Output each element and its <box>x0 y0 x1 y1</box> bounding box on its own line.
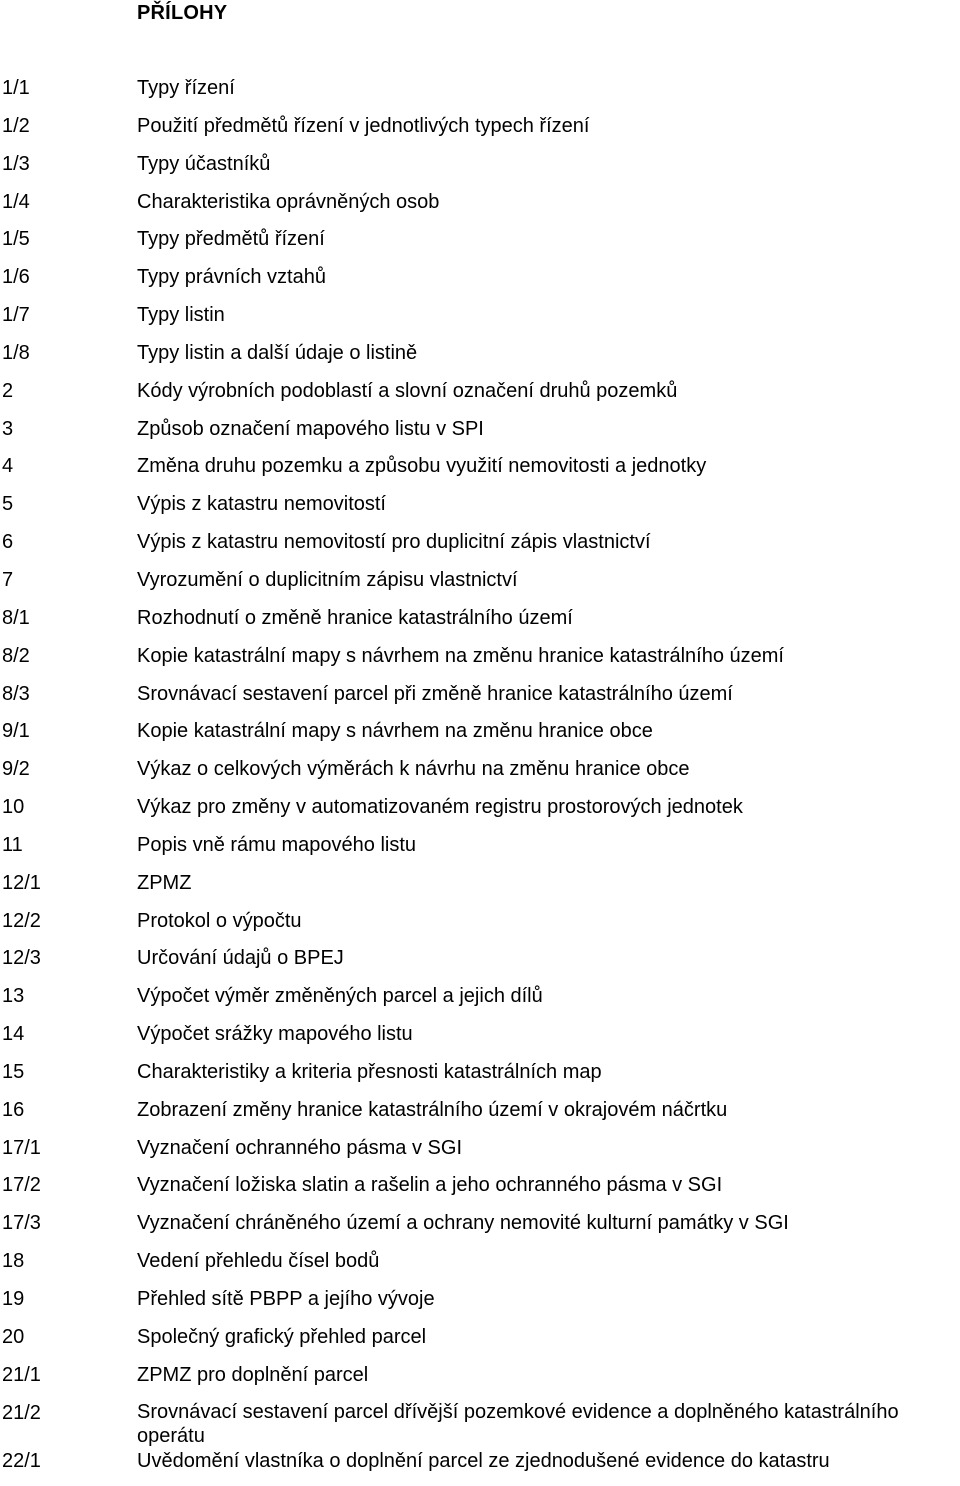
attachment-title: Vyznačení ložiska slatin a rašelin a jeho ochranného pásma v SGI <box>137 1174 723 1197</box>
page-title: PŘÍLOHY <box>137 2 228 24</box>
attachment-title: Přehled sítě PBPP a jejího vývoje <box>137 1288 435 1310</box>
attachment-number: 1/3 <box>2 152 30 175</box>
attachment-number: 21/1 <box>2 1363 41 1386</box>
attachment-title: Kódy výrobních podoblastí a slovní označení druhů pozemků <box>137 379 678 402</box>
attachment-row <box>0 302 960 340</box>
attachment-title: Výkaz pro změny v automatizovaném registru prostorových jednotek <box>137 796 743 819</box>
attachment-title: Typy listin a další údaje o listině <box>137 341 418 364</box>
attachment-number: 8/1 <box>2 606 30 629</box>
attachment-number: 12/2 <box>2 909 41 932</box>
attachment-title: Typy listin <box>137 304 225 327</box>
attachment-number: 17/3 <box>2 1212 41 1235</box>
attachment-row <box>0 226 960 264</box>
attachment-title: Vyrozumění o duplicitním zápisu vlastnictví <box>137 568 518 591</box>
attachment-row <box>0 1135 960 1173</box>
attachment-number: 1/5 <box>2 228 30 251</box>
attachment-row <box>0 529 960 567</box>
attachment-row <box>0 756 960 794</box>
attachment-title: Srovnávací sestavení parcel dřívější pozemkové evidence a doplněného katastrálního operátu <box>137 1400 899 1447</box>
attachment-number: 1/8 <box>2 341 30 364</box>
attachment-row <box>0 264 960 302</box>
attachment-number: 1/7 <box>2 304 30 327</box>
attachment-list <box>0 75 960 1485</box>
attachment-title: Protokol o výpočtu <box>137 909 302 932</box>
attachment-row <box>0 870 960 908</box>
attachment-row <box>0 794 960 832</box>
attachment-number: 22/1 <box>2 1449 41 1472</box>
attachment-row <box>0 1021 960 1059</box>
attachment-row <box>0 340 960 378</box>
attachment-title: Rozhodnutí o změně hranice katastrálního území <box>137 606 573 629</box>
attachment-number: 11 <box>2 833 23 856</box>
attachment-number: 7 <box>2 568 14 591</box>
attachment-title: Výpis z katastru nemovitostí pro duplicitní zápis vlastnictví <box>137 531 651 554</box>
attachment-number: 17/2 <box>2 1174 41 1197</box>
attachment-title: Typy účastníků <box>137 152 271 175</box>
attachment-row <box>0 1210 960 1248</box>
attachment-title: Vyznačení ochranného pásma v SGI <box>137 1136 462 1159</box>
attachment-row <box>0 681 960 719</box>
attachment-row <box>0 1362 960 1400</box>
attachment-title: Výpočet výměr změněných parcel a jejich dílů <box>137 985 543 1008</box>
attachment-title: Společný grafický přehled parcel <box>137 1325 427 1348</box>
attachment-row <box>0 718 960 756</box>
attachment-number: 1/2 <box>2 114 30 137</box>
attachment-number: 17/1 <box>2 1136 41 1159</box>
attachment-number: 8/3 <box>2 682 30 705</box>
attachment-title: Vedení přehledu čísel bodů <box>137 1250 380 1273</box>
attachment-row <box>0 1448 960 1486</box>
attachment-number: 4 <box>2 455 14 478</box>
attachment-title: Kopie katastrální mapy s návrhem na změnu hranice katastrálního území <box>137 644 784 667</box>
attachment-title: Typy předmětů řízení <box>137 228 325 251</box>
attachment-row <box>0 416 960 454</box>
attachment-number: 1/6 <box>2 266 30 289</box>
attachment-title: Určování údajů o BPEJ <box>137 947 344 970</box>
attachment-row <box>0 75 960 113</box>
attachment-number: 9/2 <box>2 758 30 781</box>
attachment-number: 15 <box>2 1060 25 1083</box>
attachment-row <box>0 983 960 1021</box>
attachment-row <box>0 605 960 643</box>
attachment-row <box>0 1172 960 1210</box>
attachment-title: Typy právních vztahů <box>137 266 326 289</box>
attachment-row <box>0 378 960 416</box>
attachment-title: Změna druhu pozemku a způsobu využití nemovitosti a jednotky <box>137 455 707 478</box>
attachment-title: Charakteristiky a kriteria přesnosti katastrálních map <box>137 1060 602 1083</box>
attachment-row <box>0 567 960 605</box>
attachment-row <box>0 1400 960 1448</box>
attachment-number: 6 <box>2 531 14 554</box>
attachment-number: 2 <box>2 379 14 402</box>
attachment-number: 21/2 <box>2 1401 41 1424</box>
attachment-number: 8/2 <box>2 644 30 667</box>
attachment-row <box>0 113 960 151</box>
attachment-row <box>0 453 960 491</box>
attachment-title: Charakteristika oprávněných osob <box>137 190 440 213</box>
attachment-number: 1/1 <box>2 77 30 99</box>
attachment-row <box>0 151 960 189</box>
attachment-row <box>0 1286 960 1324</box>
attachment-title: Vyznačení chráněného území a ochrany nemovité kulturní památky v SGI <box>137 1212 789 1235</box>
attachment-row <box>0 1248 960 1286</box>
attachment-row <box>0 1324 960 1362</box>
attachment-number: 10 <box>2 796 25 819</box>
attachment-number: 1/4 <box>2 190 30 213</box>
attachment-title: Výkaz o celkových výměrách k návrhu na změnu hranice obce <box>137 758 690 781</box>
attachment-row <box>0 1059 960 1097</box>
attachment-number: 14 <box>2 1023 25 1046</box>
attachment-title: Uvědomění vlastníka o doplnění parcel ze zjednodušené evidence do katastru <box>137 1449 830 1472</box>
attachment-number: 12/1 <box>2 871 41 894</box>
attachment-row <box>0 908 960 946</box>
attachment-title: Zobrazení změny hranice katastrálního území v okrajovém náčrtku <box>137 1098 728 1121</box>
attachment-row <box>0 189 960 227</box>
attachment-title: ZPMZ <box>137 871 192 894</box>
attachment-title: Použití předmětů řízení v jednotlivých typech řízení <box>137 114 590 137</box>
attachment-title: Popis vně rámu mapového listu <box>137 833 417 856</box>
attachment-title: Způsob označení mapového listu v SPI <box>137 417 484 440</box>
attachment-number: 18 <box>2 1250 25 1273</box>
attachment-number: 13 <box>2 985 25 1008</box>
attachment-title: ZPMZ pro doplnění parcel <box>137 1363 369 1386</box>
attachment-row <box>0 832 960 870</box>
attachment-number: 5 <box>2 493 14 516</box>
attachment-number: 12/3 <box>2 947 41 970</box>
attachment-title: Typy řízení <box>137 77 235 99</box>
attachment-row <box>0 491 960 529</box>
attachment-number: 20 <box>2 1325 25 1348</box>
attachment-row <box>0 945 960 983</box>
attachment-number: 3 <box>2 417 14 440</box>
attachment-row <box>0 1097 960 1135</box>
attachment-title: Výpočet srážky mapového listu <box>137 1023 413 1046</box>
attachment-title: Výpis z katastru nemovitostí <box>137 493 386 516</box>
attachment-title: Kopie katastrální mapy s návrhem na změnu hranice obce <box>137 720 653 743</box>
attachment-number: 9/1 <box>2 720 30 743</box>
attachment-number: 19 <box>2 1288 25 1310</box>
attachment-title: Srovnávací sestavení parcel při změně hranice katastrálního území <box>137 682 733 705</box>
attachment-row <box>0 643 960 681</box>
attachment-number: 16 <box>2 1098 25 1121</box>
